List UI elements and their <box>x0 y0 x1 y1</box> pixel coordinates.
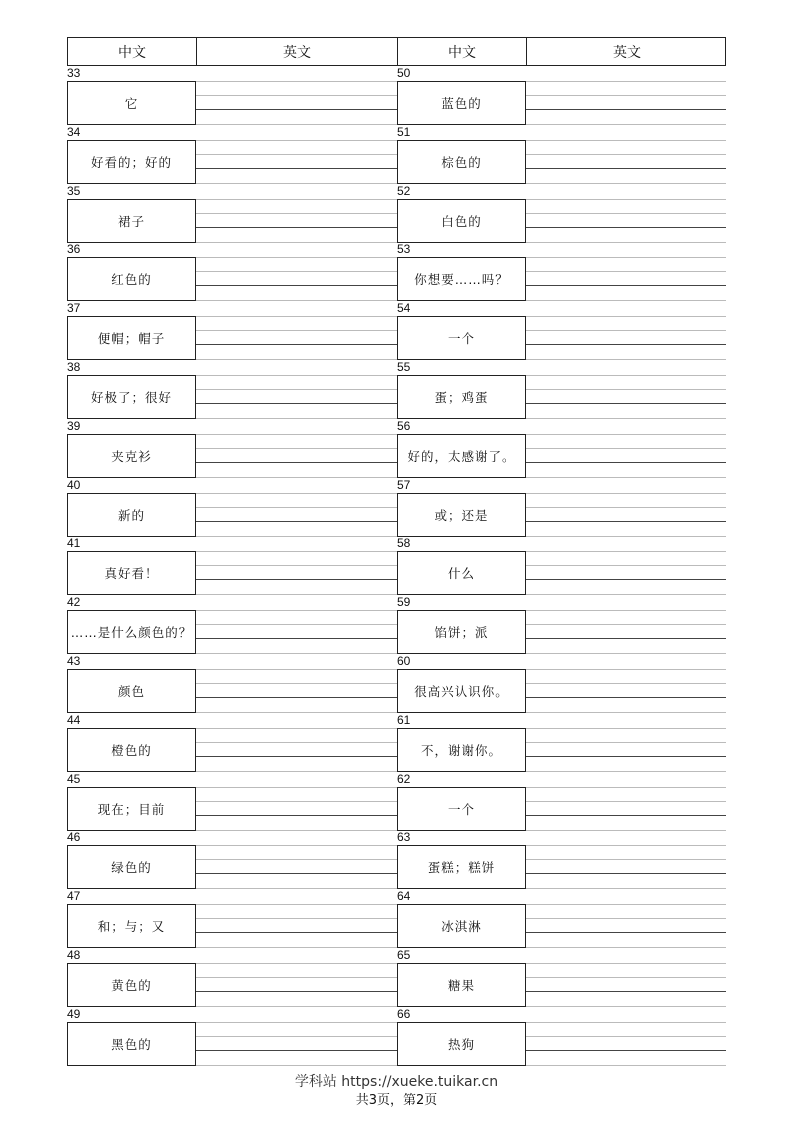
writing-line <box>196 1022 397 1023</box>
writing-line <box>196 579 397 580</box>
vocab-entry <box>67 242 397 301</box>
writing-line <box>526 168 726 169</box>
english-writing-lines[interactable] <box>196 81 397 125</box>
entry-number: 49 <box>67 1006 81 1021</box>
english-writing-lines[interactable] <box>196 551 397 595</box>
writing-line <box>196 859 397 860</box>
writing-line <box>196 285 397 286</box>
writing-line <box>196 434 397 435</box>
vocab-entry <box>67 125 397 184</box>
english-writing-lines[interactable] <box>196 1022 397 1066</box>
header-english-left: 英文 <box>197 38 398 65</box>
writing-line <box>526 434 726 435</box>
writing-line <box>196 375 397 376</box>
writing-line <box>196 565 397 566</box>
writing-line <box>526 977 726 978</box>
english-writing-lines[interactable] <box>196 669 397 713</box>
writing-line <box>196 669 397 670</box>
right-column <box>397 66 726 1066</box>
english-writing-lines[interactable] <box>526 845 726 889</box>
writing-line <box>196 610 397 611</box>
vocab-entry <box>397 419 726 478</box>
writing-line <box>526 448 726 449</box>
writing-line <box>526 462 726 463</box>
english-writing-lines[interactable] <box>526 728 726 772</box>
writing-line <box>526 801 726 802</box>
writing-line <box>526 257 726 258</box>
writing-line <box>526 551 726 552</box>
writing-line <box>196 140 397 141</box>
english-writing-lines[interactable] <box>526 669 726 713</box>
chinese-term: 它 <box>67 81 196 125</box>
writing-line <box>526 375 726 376</box>
writing-line <box>526 271 726 272</box>
writing-line <box>526 316 726 317</box>
writing-line <box>526 109 726 110</box>
writing-line <box>526 859 726 860</box>
writing-line <box>526 873 726 874</box>
vocabulary-rows <box>67 66 726 1066</box>
footer-page-number: 共3页，第2页 <box>355 1093 438 1108</box>
chinese-term: 蓝色的 <box>397 81 526 125</box>
chinese-term: 裙子 <box>67 199 196 243</box>
english-writing-lines[interactable] <box>196 316 397 360</box>
entry-number: 56 <box>397 418 411 433</box>
writing-line <box>526 815 726 816</box>
entry-number: 64 <box>397 889 411 904</box>
writing-line <box>196 448 397 449</box>
english-writing-lines[interactable] <box>196 257 397 301</box>
english-writing-lines[interactable] <box>196 199 397 243</box>
vocab-entry <box>67 595 397 654</box>
chinese-term: 夹克衫 <box>67 434 196 478</box>
writing-line <box>196 154 397 155</box>
writing-line <box>196 389 397 390</box>
entry-number: 66 <box>397 1006 411 1021</box>
english-writing-lines[interactable] <box>196 140 397 184</box>
writing-line <box>196 403 397 404</box>
entry-number: 60 <box>397 653 411 668</box>
writing-line <box>526 918 726 919</box>
chinese-term: 和；与；又 <box>67 904 196 948</box>
vocab-entry <box>397 242 726 301</box>
entry-number: 50 <box>397 66 411 80</box>
chinese-term: 颜色 <box>67 669 196 713</box>
chinese-term: 白色的 <box>397 199 526 243</box>
vocab-entry <box>397 772 726 831</box>
english-writing-lines[interactable] <box>526 1022 726 1066</box>
chinese-term: 一个 <box>397 787 526 831</box>
writing-line <box>196 742 397 743</box>
writing-line <box>196 462 397 463</box>
vocab-entry <box>67 478 397 537</box>
english-writing-lines[interactable] <box>196 375 397 419</box>
writing-line <box>526 213 726 214</box>
english-writing-lines[interactable] <box>526 434 726 478</box>
english-writing-lines[interactable] <box>526 257 726 301</box>
vocab-entry <box>67 948 397 1007</box>
chinese-term: 红色的 <box>67 257 196 301</box>
vocab-entry <box>67 360 397 419</box>
vocab-entry <box>67 419 397 478</box>
writing-line <box>196 257 397 258</box>
writing-line <box>526 756 726 757</box>
writing-line <box>196 963 397 964</box>
chinese-term: 蛋糕；糕饼 <box>397 845 526 889</box>
writing-line <box>196 344 397 345</box>
writing-line <box>526 638 726 639</box>
writing-line <box>196 801 397 802</box>
vocab-entry <box>67 536 397 595</box>
english-writing-lines[interactable] <box>196 963 397 1007</box>
writing-line <box>196 918 397 919</box>
entry-number: 34 <box>67 124 81 139</box>
writing-line <box>526 285 726 286</box>
vocab-entry <box>67 66 397 125</box>
entry-number: 55 <box>397 359 411 374</box>
english-writing-lines[interactable] <box>526 904 726 948</box>
chinese-term: 或；还是 <box>397 493 526 537</box>
english-writing-lines[interactable] <box>526 551 726 595</box>
writing-line <box>196 330 397 331</box>
writing-line <box>526 95 726 96</box>
chinese-term: 真好看！ <box>67 551 196 595</box>
writing-line <box>196 213 397 214</box>
vocab-entry <box>67 1007 397 1066</box>
entry-number: 40 <box>67 477 81 492</box>
english-writing-lines[interactable] <box>526 316 726 360</box>
chinese-term: 好极了；很好 <box>67 375 196 419</box>
writing-line <box>526 579 726 580</box>
english-writing-lines[interactable] <box>526 140 726 184</box>
writing-line <box>196 1036 397 1037</box>
writing-line <box>196 227 397 228</box>
entry-number: 57 <box>397 477 411 492</box>
english-writing-lines[interactable] <box>526 787 726 831</box>
header-chinese-right: 中文 <box>398 38 527 65</box>
vocab-entry <box>397 830 726 889</box>
entry-number: 36 <box>67 242 81 257</box>
vocab-entry <box>397 536 726 595</box>
writing-line <box>196 932 397 933</box>
footer-site: 学科站 https://xueke.tuikar.cn <box>294 1074 499 1090</box>
chinese-term: 不，谢谢你。 <box>397 728 526 772</box>
chinese-term: 好的，太感谢了。 <box>397 434 526 478</box>
chinese-term: 现在；目前 <box>67 787 196 831</box>
vocab-entry <box>67 713 397 772</box>
chinese-term: 橙色的 <box>67 728 196 772</box>
english-writing-lines[interactable] <box>526 375 726 419</box>
writing-line <box>526 610 726 611</box>
chinese-term: 蛋；鸡蛋 <box>397 375 526 419</box>
writing-line <box>526 963 726 964</box>
vocab-entry <box>397 125 726 184</box>
entry-number: 47 <box>67 889 81 904</box>
entry-number: 53 <box>397 242 411 257</box>
english-writing-lines[interactable] <box>526 963 726 1007</box>
writing-line <box>526 565 726 566</box>
english-writing-lines[interactable] <box>526 610 726 654</box>
english-writing-lines[interactable] <box>526 493 726 537</box>
writing-line <box>526 742 726 743</box>
writing-line <box>196 991 397 992</box>
english-writing-lines[interactable] <box>196 434 397 478</box>
entry-number: 52 <box>397 183 411 198</box>
chinese-term: 糖果 <box>397 963 526 1007</box>
entry-number: 61 <box>397 712 411 727</box>
writing-line <box>526 227 726 228</box>
entry-number: 62 <box>397 771 411 786</box>
writing-line <box>526 1022 726 1023</box>
english-writing-lines[interactable] <box>526 199 726 243</box>
entry-number: 39 <box>67 418 81 433</box>
entry-number: 65 <box>397 947 411 962</box>
writing-line <box>196 904 397 905</box>
writing-line <box>196 638 397 639</box>
chinese-term: 绿色的 <box>67 845 196 889</box>
writing-line <box>196 728 397 729</box>
writing-line <box>196 521 397 522</box>
chinese-term: 一个 <box>397 316 526 360</box>
writing-line <box>526 728 726 729</box>
chinese-term: 什么 <box>397 551 526 595</box>
writing-line <box>196 845 397 846</box>
vocab-entry <box>397 713 726 772</box>
vocab-entry <box>397 654 726 713</box>
chinese-term: 新的 <box>67 493 196 537</box>
vocabulary-sheet <box>67 37 726 1066</box>
writing-line <box>526 1065 726 1066</box>
english-writing-lines[interactable] <box>196 904 397 948</box>
entry-number: 58 <box>397 536 411 551</box>
writing-line <box>526 787 726 788</box>
writing-line <box>196 271 397 272</box>
writing-line <box>196 316 397 317</box>
vocab-entry <box>397 478 726 537</box>
writing-line <box>196 697 397 698</box>
entry-number: 44 <box>67 712 81 727</box>
vocab-entry <box>397 595 726 654</box>
vocab-entry <box>397 360 726 419</box>
writing-line <box>526 389 726 390</box>
english-writing-lines[interactable] <box>196 493 397 537</box>
entry-number: 33 <box>67 66 81 80</box>
vocab-entry <box>67 889 397 948</box>
writing-line <box>196 683 397 684</box>
vocab-entry <box>397 301 726 360</box>
chinese-term: 你想要……吗？ <box>397 257 526 301</box>
writing-line <box>526 697 726 698</box>
writing-line <box>196 109 397 110</box>
writing-line <box>526 330 726 331</box>
writing-line <box>526 1036 726 1037</box>
entry-number: 35 <box>67 183 81 198</box>
english-writing-lines[interactable] <box>196 787 397 831</box>
header-english-right: 英文 <box>613 44 641 61</box>
table-header <box>67 37 726 66</box>
writing-line <box>526 154 726 155</box>
writing-line <box>526 904 726 905</box>
chinese-term: 冰淇淋 <box>397 904 526 948</box>
writing-line <box>526 1050 726 1051</box>
entry-number: 59 <box>397 595 411 610</box>
writing-line <box>196 873 397 874</box>
vocab-entry <box>397 66 726 125</box>
writing-line <box>526 683 726 684</box>
writing-line <box>526 199 726 200</box>
writing-line <box>196 493 397 494</box>
english-writing-lines[interactable] <box>526 81 726 125</box>
header-chinese-left: 中文 <box>68 38 197 65</box>
writing-line <box>196 551 397 552</box>
english-writing-lines[interactable] <box>196 845 397 889</box>
writing-line <box>526 493 726 494</box>
writing-line <box>196 95 397 96</box>
writing-line <box>526 624 726 625</box>
entry-number: 42 <box>67 595 81 610</box>
writing-line <box>196 815 397 816</box>
vocab-entry <box>67 830 397 889</box>
writing-line <box>526 991 726 992</box>
entry-number: 48 <box>67 947 81 962</box>
writing-line <box>196 168 397 169</box>
chinese-term: 便帽；帽子 <box>67 316 196 360</box>
vocab-entry <box>67 301 397 360</box>
writing-line <box>196 507 397 508</box>
chinese-term: 黑色的 <box>67 1022 196 1066</box>
vocab-entry <box>397 1007 726 1066</box>
english-writing-lines[interactable] <box>196 728 397 772</box>
writing-line <box>196 1065 397 1066</box>
writing-line <box>526 140 726 141</box>
entry-number: 54 <box>397 301 411 316</box>
writing-line <box>196 624 397 625</box>
entry-number: 63 <box>397 830 411 845</box>
writing-line <box>196 756 397 757</box>
vocab-entry <box>67 772 397 831</box>
chinese-term: 馅饼；派 <box>397 610 526 654</box>
chinese-term: 很高兴认识你。 <box>397 669 526 713</box>
writing-line <box>526 845 726 846</box>
entry-number: 45 <box>67 771 81 786</box>
chinese-term: 黄色的 <box>67 963 196 1007</box>
entry-number: 43 <box>67 653 81 668</box>
left-column <box>67 66 397 1066</box>
chinese-term: 棕色的 <box>397 140 526 184</box>
entry-number: 46 <box>67 830 81 845</box>
writing-line <box>526 932 726 933</box>
writing-line <box>196 787 397 788</box>
chinese-term: 热狗 <box>397 1022 526 1066</box>
chinese-term: ……是什么颜色的？ <box>67 610 196 654</box>
entry-number: 41 <box>67 536 81 551</box>
english-writing-lines[interactable] <box>196 610 397 654</box>
writing-line <box>526 521 726 522</box>
writing-line <box>526 507 726 508</box>
vocab-entry <box>67 654 397 713</box>
vocab-entry <box>397 948 726 1007</box>
writing-line <box>196 199 397 200</box>
writing-line <box>196 977 397 978</box>
entry-number: 51 <box>397 124 411 139</box>
writing-line <box>526 669 726 670</box>
writing-line <box>526 344 726 345</box>
vocab-entry <box>67 184 397 243</box>
entry-number: 38 <box>67 359 81 374</box>
writing-line <box>196 1050 397 1051</box>
writing-line <box>526 81 726 82</box>
writing-line <box>526 403 726 404</box>
chinese-term: 好看的；好的 <box>67 140 196 184</box>
vocab-entry <box>397 889 726 948</box>
writing-line <box>196 81 397 82</box>
entry-number: 37 <box>67 301 81 316</box>
vocab-entry <box>397 184 726 243</box>
